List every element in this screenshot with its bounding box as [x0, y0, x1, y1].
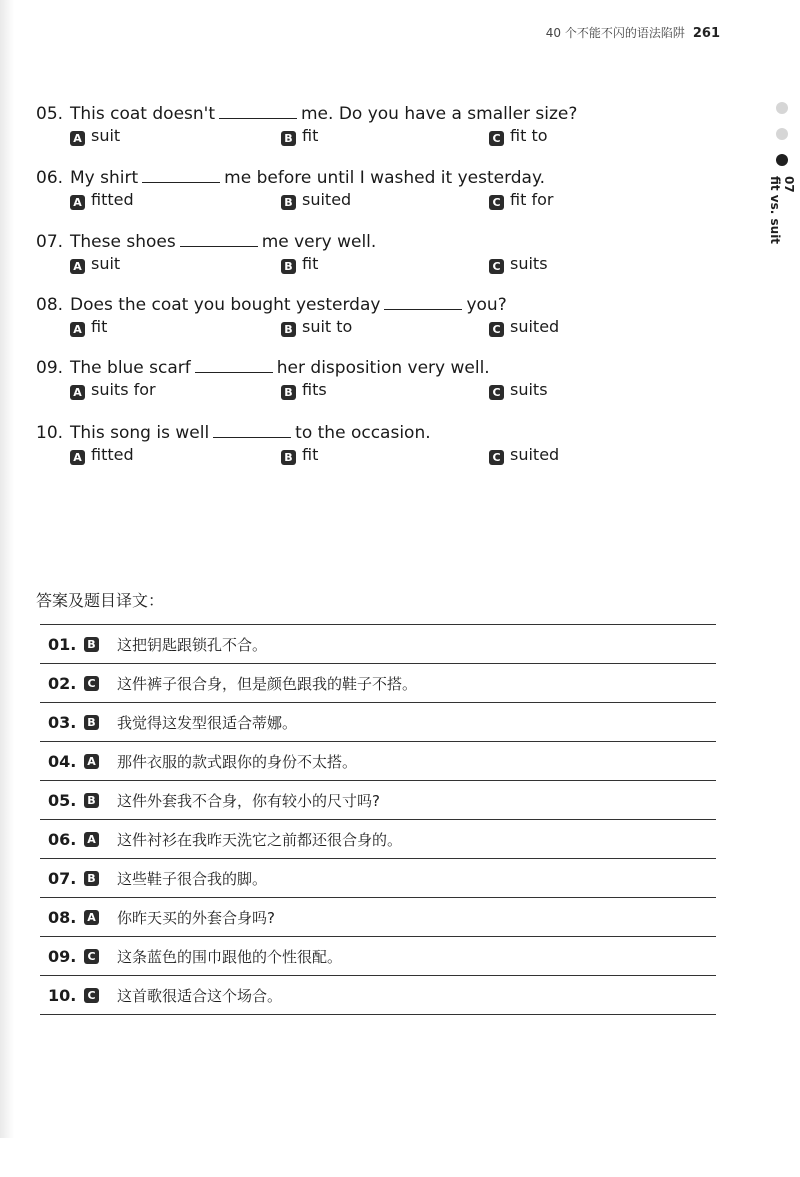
option-badge: C	[489, 195, 504, 210]
option-text: fit	[302, 126, 319, 145]
option-b	[281, 317, 352, 337]
option-a	[70, 254, 120, 274]
answer-row	[40, 741, 716, 780]
option-text: fits	[302, 380, 327, 399]
answer-row	[40, 702, 716, 741]
answer-translation: 这些鞋子很合我的脚。	[117, 869, 268, 888]
question-item	[36, 421, 736, 481]
answer-row	[40, 624, 716, 663]
answer-number: 09.	[48, 946, 77, 966]
question-number: 10.	[36, 423, 64, 443]
option-a	[70, 445, 134, 465]
question-text-after: to the occasion.	[295, 423, 431, 443]
question-item	[36, 293, 736, 353]
option-badge: B	[281, 259, 296, 274]
option-text: suits for	[91, 380, 156, 399]
option-badge: A	[70, 322, 85, 337]
option-c	[489, 445, 559, 465]
side-tab-chapter: 07	[782, 176, 796, 193]
option-badge: A	[70, 259, 85, 274]
option-badge: A	[70, 195, 85, 210]
option-badge: B	[281, 195, 296, 210]
question-text-after: me before until I washed it yesterday.	[224, 168, 546, 188]
option-badge: C	[489, 322, 504, 337]
answer-badge: A	[84, 832, 99, 847]
option-b	[281, 445, 318, 465]
question-text-before: The blue scarf	[70, 358, 191, 378]
option-b	[281, 254, 318, 274]
answer-badge: B	[84, 637, 99, 652]
option-b	[281, 380, 327, 400]
option-text: suits	[510, 380, 548, 399]
option-text: suited	[510, 317, 560, 336]
running-header	[520, 24, 720, 44]
option-text: fit	[302, 445, 319, 464]
answer-translation: 那件衣服的款式跟你的身份不太搭。	[117, 752, 358, 771]
option-text: suit	[91, 254, 121, 273]
question-text-before: Does the coat you bought yesterday	[70, 295, 381, 315]
answer-translation: 这把钥匙跟锁孔不合。	[117, 635, 268, 654]
side-tab-label	[768, 176, 796, 266]
question-text-before: My shirt	[70, 168, 139, 188]
option-a	[70, 190, 134, 210]
option-text: fitted	[91, 190, 134, 209]
question-number: 06.	[36, 168, 64, 188]
answer-translation: 这首歌很适合这个场合。	[117, 986, 283, 1005]
side-tab-topic: fit vs. suit	[768, 176, 782, 245]
option-text: fit	[302, 254, 319, 273]
progress-dot	[776, 128, 788, 140]
question-text-after: me. Do you have a smaller size?	[301, 104, 578, 124]
option-b	[281, 126, 318, 146]
question-number: 09.	[36, 358, 64, 378]
answer-number: 10.	[48, 985, 77, 1005]
question-number: 08.	[36, 295, 64, 315]
chapter-progress-dots	[776, 102, 790, 180]
answer-badge: C	[84, 949, 99, 964]
option-badge: A	[70, 131, 85, 146]
answer-row	[40, 663, 716, 702]
option-a	[70, 317, 107, 337]
option-a	[70, 126, 120, 146]
answer-row	[40, 858, 716, 897]
answer-badge: B	[84, 715, 99, 730]
option-c	[489, 380, 548, 400]
header-title: 40 个不能不闪的语法陷阱	[545, 26, 685, 40]
option-c	[489, 317, 559, 337]
progress-dot-active	[776, 154, 788, 166]
answer-badge: B	[84, 793, 99, 808]
answer-translation: 这件衬衫在我昨天洗它之前都还很合身的。	[117, 830, 403, 849]
option-text: suited	[302, 190, 352, 209]
question-number: 07.	[36, 232, 64, 252]
question-text-before: This song is well	[70, 423, 210, 443]
answer-row	[40, 897, 716, 936]
question-item	[36, 166, 736, 226]
option-badge: B	[281, 385, 296, 400]
option-b	[281, 190, 351, 210]
option-badge: B	[281, 322, 296, 337]
option-text: fit for	[510, 190, 554, 209]
option-badge: A	[70, 385, 85, 400]
answers-section-title: 答案及题目译文：	[36, 591, 165, 610]
answer-number: 03.	[48, 712, 77, 732]
progress-dot	[776, 102, 788, 114]
answer-number: 07.	[48, 868, 77, 888]
answer-translation: 这条蓝色的围巾跟他的个性很配。	[117, 947, 343, 966]
answer-row	[40, 819, 716, 858]
option-badge: C	[489, 259, 504, 274]
option-text: suit to	[302, 317, 353, 336]
answer-number: 05.	[48, 790, 77, 810]
option-badge: A	[70, 450, 85, 465]
page-number: 261	[692, 26, 720, 41]
question-text-before: These shoes	[70, 232, 176, 252]
answer-number: 01.	[48, 634, 77, 654]
option-badge: C	[489, 450, 504, 465]
option-text: suits	[510, 254, 548, 273]
answer-blank	[384, 293, 462, 310]
option-c	[489, 190, 553, 210]
option-badge: B	[281, 450, 296, 465]
option-text: suited	[510, 445, 560, 464]
answer-number: 06.	[48, 829, 77, 849]
page-edge-shadow	[0, 0, 14, 1177]
answer-number: 04.	[48, 751, 77, 771]
option-c	[489, 126, 548, 146]
option-c	[489, 254, 548, 274]
option-a	[70, 380, 156, 400]
question-item	[36, 230, 736, 290]
question-text-before: This coat doesn't	[70, 104, 215, 124]
option-badge: C	[489, 385, 504, 400]
option-badge: B	[281, 131, 296, 146]
answer-translation: 这件裤子很合身，但是颜色跟我的鞋子不搭。	[117, 674, 418, 693]
question-item	[36, 102, 736, 162]
answer-badge: C	[84, 988, 99, 1003]
answer-blank	[180, 230, 258, 247]
answer-blank	[219, 102, 297, 119]
answer-blank	[195, 356, 273, 373]
option-badge: C	[489, 131, 504, 146]
question-text-after: me very well.	[261, 232, 377, 252]
answer-badge: B	[84, 871, 99, 886]
option-text: fit to	[510, 126, 548, 145]
question-number: 05.	[36, 104, 64, 124]
answer-badge: A	[84, 910, 99, 925]
answer-translation: 我觉得这发型很适合蒂娜。	[117, 713, 298, 732]
answer-number: 02.	[48, 673, 77, 693]
answers-table	[40, 624, 716, 1015]
answer-blank	[213, 421, 291, 438]
question-item	[36, 356, 736, 416]
question-text-after: her disposition very well.	[276, 358, 490, 378]
page-bottom-margin	[0, 1138, 800, 1177]
answer-number: 08.	[48, 907, 77, 927]
answer-translation: 这件外套我不合身，你有较小的尺寸吗?	[117, 791, 380, 810]
option-text: fit	[91, 317, 108, 336]
answer-badge: A	[84, 754, 99, 769]
option-text: fitted	[91, 445, 134, 464]
question-text-after: you?	[466, 295, 507, 315]
answer-row	[40, 975, 716, 1015]
option-text: suit	[91, 126, 121, 145]
answer-row	[40, 936, 716, 975]
answer-translation: 你昨天买的外套合身吗?	[117, 908, 275, 927]
answer-blank	[142, 166, 220, 183]
answer-badge: C	[84, 676, 99, 691]
answer-row	[40, 780, 716, 819]
